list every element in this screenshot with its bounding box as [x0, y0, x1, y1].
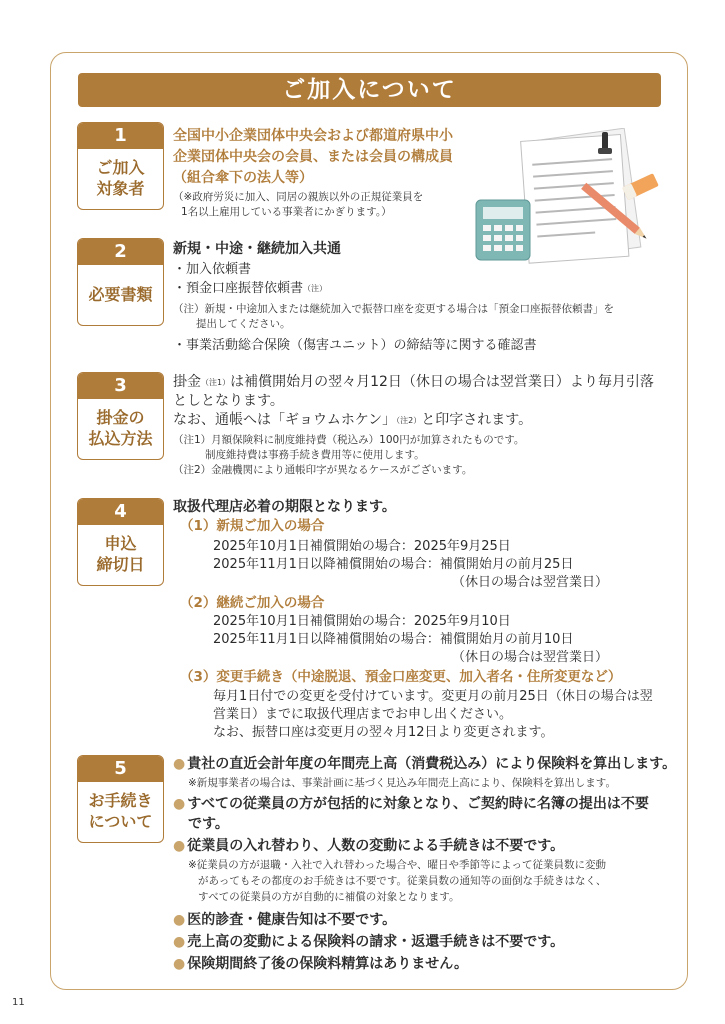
- s4-sub-3-line-c: なお、振替口座は変更月の翌々月12日より変更されます。: [213, 725, 554, 740]
- page-number: 11: [12, 997, 25, 1008]
- s3-note-1: （注1）月額保険料に制度維持費（税込み）100円が加算されたものです。: [173, 434, 525, 446]
- s2-item-2-sup: （注）: [303, 284, 328, 293]
- section-1-number: 1: [78, 123, 163, 149]
- page-title: ご加入について: [78, 73, 661, 107]
- s4-sub-2: （2）継続ご加入の場合: [180, 595, 325, 611]
- section-5-number: 5: [78, 756, 163, 782]
- s4-sub-2-line-c: （休日の場合は翌営業日）: [452, 650, 609, 665]
- section-3-box: [77, 372, 164, 460]
- s3-sup-2: （注2）: [396, 416, 422, 425]
- s2-item-2: ・預金口座振替依頼書$^{(注)}$: [173, 281, 328, 296]
- s2-note-line-2: 提出してください。: [196, 318, 291, 330]
- paper-front: [521, 134, 629, 263]
- s4-sub-1-line-a: 2025年10月1日補償開始の場合：2025年9月25日: [213, 539, 511, 554]
- bullet-icon: ●: [173, 796, 186, 812]
- calculator-icon: [476, 200, 530, 260]
- s5-item-3-note-2: があってもその都度のお手続きは不要です。従業員数の通知等の面倒な手続きはなく、: [198, 875, 607, 887]
- section-1-box: [77, 122, 164, 210]
- s3-note-3: （注2）金融機関により通帳印字が異なるケースがございます。: [173, 464, 473, 476]
- s5-item-1: ● 貴社の直近会計年度の年間売上高（消費税込み）により保険料を算出します。: [173, 756, 677, 772]
- bullet-icon: ●: [173, 956, 186, 972]
- section-5-box: [77, 755, 164, 843]
- documents-illustration: [472, 128, 672, 268]
- s5-item-3: ● 従業員の入れ替わり、人数の変動による手続きは不要です。: [173, 838, 565, 854]
- s4-heading: 取扱代理店必着の期限となります。: [173, 499, 396, 515]
- section-3-number: 3: [78, 373, 163, 399]
- s4-sub-1-line-b: 2025年11月1日以降補償開始の場合：補償開始月の前月25日: [213, 557, 574, 572]
- s4-sub-3: （3）変更手続き（中途脱退、預金口座変更、加入者名・住所変更など）: [180, 669, 622, 685]
- s5-item-1-note: ※新規事業者の場合は、事業計画に基づく見込み年間売上高により、保険料を算出します。: [188, 777, 616, 789]
- s1-note-line-1: （※政府労災に加入、同居の親族以外の正規従業員を: [173, 191, 424, 203]
- s3-sup-1: （注1）: [201, 378, 231, 387]
- section-2-label: 必要書類: [88, 284, 153, 304]
- s1-note-line-2: 1名以上雇用している事業者にかぎります。）: [181, 206, 392, 218]
- s2-note-line-1: （注）新規・中途加入または継続加入で振替口座を変更する場合は「預金口座振替依頼書」を: [173, 303, 614, 315]
- section-2-box: [77, 238, 164, 326]
- s4-sub-3-line-a: 毎月1日付での変更を受付けています。変更月の前月25日（休日の場合は翌: [213, 689, 653, 704]
- s5-item-3-note-1: ※従業員の方が退職・入社で入れ替わった場合や、曜日や季節等によって従業員数に変動: [188, 859, 606, 871]
- bullet-icon: ●: [173, 912, 186, 928]
- s2-item-1: ・加入依頼書: [173, 262, 252, 277]
- bullet-icon: ●: [173, 756, 186, 772]
- s5-item-3-note-3: すべての従業員の方が自動的に補償の対象となります。: [198, 891, 460, 903]
- s5-item-2-line-2: です。: [188, 816, 229, 832]
- section-1-label: ご加入 対象者: [96, 158, 145, 198]
- s5-item-4: ● 医的診査・健康告知は不要です。: [173, 912, 397, 928]
- section-2-number: 2: [78, 239, 163, 265]
- s5-item-6: ● 保険期間終了後の保険料精算はありません。: [173, 956, 469, 972]
- s5-item-5: ● 売上高の変動による保険料の請求・返還手続きは不要です。: [173, 934, 565, 950]
- section-5-label: お手続き について: [88, 791, 153, 831]
- s3-para-line-3: なお、通帳へは「ギョウムホケン」$^{(注2)}$と印字されます。: [173, 412, 533, 428]
- bullet-icon: ●: [173, 934, 186, 950]
- s4-sub-1-line-c: （休日の場合は翌営業日）: [452, 575, 609, 590]
- s3-para-line-1: 掛金$^{(注1)}$は補償開始月の翌々月12日（休日の場合は翌営業日）より毎月引落: [173, 374, 654, 390]
- section-4-label: 申込 締切日: [96, 534, 145, 574]
- s4-sub-3-line-b: 営業日）までに取扱代理店までお申し出ください。: [213, 707, 513, 722]
- s3-para-line-2: としとなります。: [173, 393, 284, 409]
- section-3-label: 掛金の 払込方法: [88, 408, 153, 448]
- s4-sub-2-line-b: 2025年11月1日以降補償開始の場合：補償開始月の前月10日: [213, 632, 574, 647]
- s4-sub-1: （1）新規ご加入の場合: [180, 518, 325, 534]
- s1-heading-line-2: 企業団体中央会の会員、または会員の構成員: [173, 149, 453, 165]
- s1-heading-line-3: （組合傘下の法人等）: [173, 170, 313, 186]
- s5-item-2-line-1: ● すべての従業員の方が包括的に対象となり、ご契約時に名簿の提出は不要: [173, 796, 649, 812]
- s4-sub-2-line-a: 2025年10月1日補償開始の場合：2025年9月10日: [213, 614, 511, 629]
- s1-heading-line-1: 全国中小企業団体中央会および都道府県中小: [173, 128, 453, 144]
- s2-item-3: ・事業活動総合保険（傷害ユニット）の締結等に関する確認書: [173, 338, 537, 353]
- bullet-icon: ●: [173, 838, 186, 854]
- s3-note-2: 制度維持費は事務手続き費用等に使用します。: [205, 449, 425, 461]
- s2-heading: 新規・中途・継続加入共通: [173, 241, 341, 257]
- section-4-number: 4: [78, 499, 163, 525]
- section-4-box: [77, 498, 164, 586]
